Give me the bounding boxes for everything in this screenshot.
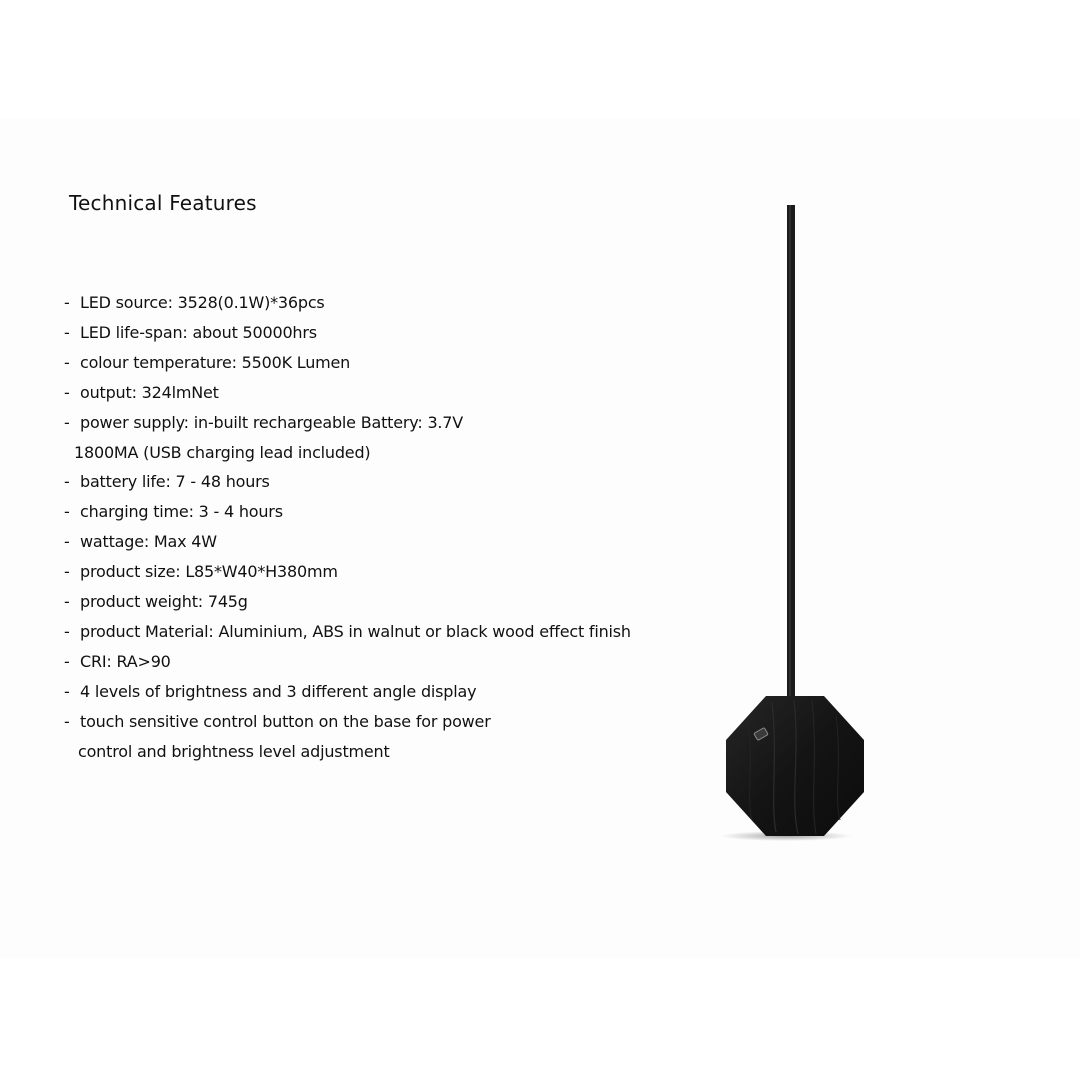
feature-item-continued [64, 438, 631, 468]
feature-item [64, 497, 631, 527]
feature-item [64, 707, 631, 737]
feature-text: 1800MA (USB charging lead included) [74, 442, 371, 462]
bullet-dash: - [64, 322, 70, 342]
feature-item [64, 527, 631, 557]
bullet-dash: - [64, 502, 70, 522]
bullet-dash: - [64, 293, 70, 312]
feature-item [64, 557, 631, 587]
feature-item [64, 467, 631, 497]
lamp-product-image [712, 200, 882, 850]
feature-text: control and brightness level adjustment [78, 741, 390, 761]
feature-item [64, 647, 631, 677]
feature-item [64, 677, 631, 707]
feature-text: CRI: RA>90 [80, 651, 171, 671]
feature-item [64, 348, 631, 378]
bullet-dash: - [64, 711, 70, 731]
feature-text: product weight: 745g [80, 592, 248, 612]
feature-text: wattage: Max 4W [80, 532, 217, 552]
bullet-dash: - [64, 382, 70, 402]
bullet-dash: - [64, 681, 70, 701]
feature-item [64, 288, 631, 318]
feature-text: product size: L85*W40*H380mm [80, 562, 338, 582]
page-title: Technical Features [69, 191, 257, 215]
feature-text: charging time: 3 - 4 hours [80, 502, 283, 522]
feature-text: colour temperature: 5500K Lumen [80, 352, 351, 372]
feature-item-continued [64, 737, 631, 767]
feature-item [64, 378, 631, 408]
feature-text: LED life-span: about 50000hrs [80, 322, 317, 342]
bullet-dash [64, 737, 78, 767]
feature-item [64, 318, 631, 348]
bullet-dash: - [64, 621, 70, 641]
feature-text: touch sensitive control button on the base for power [80, 711, 491, 731]
bullet-dash: - [64, 532, 70, 552]
feature-text: power supply: in-built rechargeable Battery: 3.7V [80, 412, 464, 432]
bullet-dash [64, 438, 74, 468]
technical-features-list [64, 288, 631, 767]
feature-item [64, 587, 631, 617]
bullet-dash: - [64, 352, 70, 372]
feature-item [64, 408, 631, 438]
feature-text: product Material: Aluminium, ABS in walnut or black wood effect finish [80, 621, 631, 641]
bullet-dash: - [64, 562, 70, 582]
bullet-dash: - [64, 412, 70, 432]
feature-text: battery life: 7 - 48 hours [80, 472, 270, 492]
bullet-dash: - [64, 651, 70, 671]
feature-text: 4 levels of brightness and 3 different angle display [80, 681, 477, 701]
bullet-dash: - [64, 592, 70, 612]
feature-text: LED source: 3528(0.1W)*36pcs [80, 293, 325, 312]
feature-text: output: 324lmNet [80, 382, 219, 402]
bullet-dash: - [64, 472, 70, 492]
feature-item [64, 617, 631, 647]
